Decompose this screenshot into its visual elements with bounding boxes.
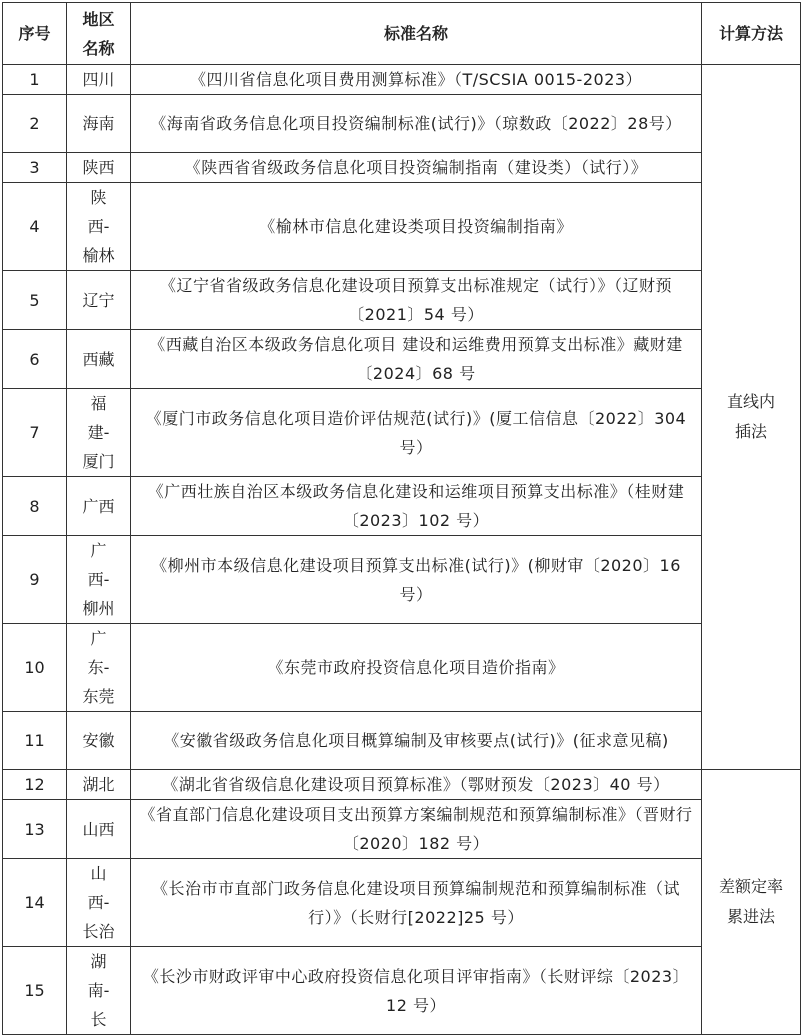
row-seq: 15 xyxy=(3,947,67,1035)
row-region: 安徽 xyxy=(67,712,131,770)
method-group-2 xyxy=(702,770,801,1035)
row-region: 四川 xyxy=(67,65,131,95)
table-row xyxy=(3,65,801,95)
row-name: 《广西壮族自治区本级政务信息化建设和运维项目预算支出标准》（桂财建〔2023〕102 号） xyxy=(131,477,702,536)
row-region: 广西-柳州 xyxy=(67,536,131,624)
row-seq: 9 xyxy=(3,536,67,624)
header-region: 地区名称 xyxy=(67,3,131,65)
table-row xyxy=(3,477,801,536)
standards-table xyxy=(2,2,801,1035)
row-seq: 1 xyxy=(3,65,67,95)
header-method: 计算方法 xyxy=(702,3,801,65)
row-name: 《西藏自治区本级政务信息化项目 建设和运维费用预算支出标准》藏财建〔2024〕68 号 xyxy=(131,330,702,389)
row-region: 广东-东莞 xyxy=(67,624,131,712)
row-seq: 3 xyxy=(3,153,67,183)
row-seq: 4 xyxy=(3,183,67,271)
table-row xyxy=(3,183,801,271)
table-row xyxy=(3,389,801,477)
row-seq: 12 xyxy=(3,770,67,800)
row-region: 福建-厦门 xyxy=(67,389,131,477)
row-region: 山西-长治 xyxy=(67,859,131,947)
row-seq: 8 xyxy=(3,477,67,536)
method-label: 差额定率累进法 xyxy=(719,877,784,926)
row-region: 山西 xyxy=(67,800,131,859)
row-name: 《湖北省省级信息化建设项目预算标准》（鄂财预发〔2023〕40 号） xyxy=(131,770,702,800)
row-seq: 6 xyxy=(3,330,67,389)
table-row xyxy=(3,712,801,770)
row-seq: 11 xyxy=(3,712,67,770)
row-seq: 5 xyxy=(3,271,67,330)
table-row xyxy=(3,330,801,389)
header-row xyxy=(3,3,801,65)
table-row xyxy=(3,859,801,947)
row-region: 广西 xyxy=(67,477,131,536)
row-name: 《长沙市财政评审中心政府投资信息化项目评审指南》（长财评综〔2023〕12 号） xyxy=(131,947,702,1035)
row-region: 陕西-榆林 xyxy=(67,183,131,271)
row-name: 《长治市市直部门政务信息化建设项目预算编制规范和预算编制标准（试行）》（长财行[2022]25 号） xyxy=(131,859,702,947)
row-seq: 13 xyxy=(3,800,67,859)
row-region: 辽宁 xyxy=(67,271,131,330)
header-seq: 序号 xyxy=(3,3,67,65)
table-row xyxy=(3,536,801,624)
row-seq: 10 xyxy=(3,624,67,712)
row-name: 《厦门市政务信息化项目造价评估规范(试行)》(厦工信信息〔2022〕304 号） xyxy=(131,389,702,477)
header-name: 标准名称 xyxy=(131,3,702,65)
table-row xyxy=(3,624,801,712)
table-row xyxy=(3,800,801,859)
row-name: 《四川省信息化项目费用测算标准》（T/SCSIA 0015-2023） xyxy=(131,65,702,95)
table-row xyxy=(3,770,801,800)
row-name: 《辽宁省省级政务信息化建设项目预算支出标准规定（试行）》（辽财预〔2021〕54 号） xyxy=(131,271,702,330)
row-name: 《榆林市信息化建设类项目投资编制指南》 xyxy=(131,183,702,271)
row-region: 海南 xyxy=(67,95,131,153)
table-row xyxy=(3,947,801,1035)
table-row xyxy=(3,95,801,153)
row-region: 湖南-长 xyxy=(67,947,131,1035)
row-name: 《海南省政务信息化项目投资编制标准(试行)》（琼数政〔2022〕28号） xyxy=(131,95,702,153)
method-group-1 xyxy=(702,65,801,770)
row-name: 《柳州市本级信息化建设项目预算支出标准(试行)》(柳财审〔2020〕16 号） xyxy=(131,536,702,624)
row-name: 《省直部门信息化建设项目支出预算方案编制规范和预算编制标准》（晋财行〔2020〕182 号） xyxy=(131,800,702,859)
row-seq: 7 xyxy=(3,389,67,477)
row-region: 湖北 xyxy=(67,770,131,800)
row-seq: 2 xyxy=(3,95,67,153)
row-name: 《东莞市政府投资信息化项目造价指南》 xyxy=(131,624,702,712)
row-name: 《安徽省级政务信息化项目概算编制及审核要点(试行)》(征求意见稿) xyxy=(131,712,702,770)
table-row xyxy=(3,271,801,330)
table-row xyxy=(3,153,801,183)
method-label: 直线内插法 xyxy=(726,392,775,441)
row-name: 《陕西省省级政务信息化项目投资编制指南（建设类）（试行）》 xyxy=(131,153,702,183)
row-region: 陕西 xyxy=(67,153,131,183)
row-seq: 14 xyxy=(3,859,67,947)
row-region: 西藏 xyxy=(67,330,131,389)
